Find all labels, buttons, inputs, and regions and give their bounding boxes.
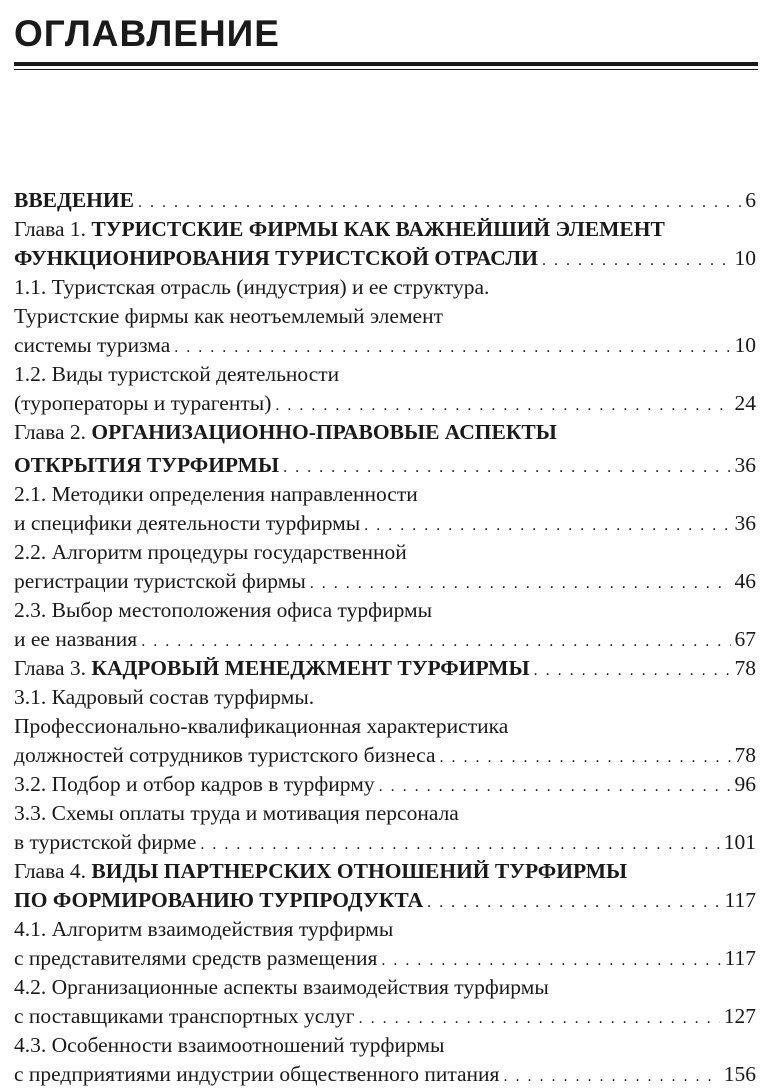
- toc-entry[interactable]: [14, 915, 756, 973]
- toc-entry-text: [14, 654, 530, 683]
- toc-entry[interactable]: [14, 360, 756, 418]
- toc-entry-line: [14, 1002, 756, 1031]
- dot-leader: [138, 188, 741, 215]
- page-number: 36: [734, 511, 756, 535]
- section-title: и специфики деятельности турфирмы: [14, 511, 361, 535]
- toc-entry-line: [14, 683, 756, 712]
- section-title: с предприятиями индустрии общественного питания: [14, 1062, 500, 1086]
- dot-leader: [141, 627, 730, 654]
- toc-entry-text: [14, 1033, 444, 1057]
- toc-entry-text: [14, 714, 508, 738]
- toc-entry-line: [14, 828, 756, 857]
- toc-entry-line: [14, 857, 756, 886]
- toc-entry-text: [14, 244, 538, 273]
- toc-entry-line: [14, 509, 756, 538]
- toc-entry-line: [14, 186, 756, 215]
- toc-entry-line: [14, 1060, 756, 1089]
- toc-entry-line: [14, 567, 756, 596]
- dot-leader: [503, 1062, 719, 1089]
- toc-entry-text: [14, 625, 137, 654]
- dot-leader: [200, 830, 719, 857]
- toc-entry-line: [14, 1031, 756, 1060]
- page-number: 156: [723, 1062, 756, 1086]
- toc-entry-text: [14, 389, 271, 418]
- toc-entry-line: [14, 915, 756, 944]
- page-number: 96: [734, 772, 756, 796]
- toc-entry-line: [14, 244, 756, 273]
- toc-entry-line: [14, 944, 756, 973]
- dot-leader: [364, 511, 730, 538]
- toc-entry-text: [14, 944, 377, 973]
- toc-entry-line: [14, 596, 756, 625]
- toc-entry-line: [14, 480, 756, 509]
- toc-entry-text: [14, 420, 557, 444]
- dot-leader: [534, 656, 731, 683]
- toc-entry-line: [14, 302, 756, 331]
- page-number: 10: [734, 246, 756, 270]
- toc-entry-text: [14, 685, 314, 709]
- page-number: 78: [734, 656, 756, 680]
- toc-entry-text: [14, 828, 196, 857]
- page-number: 127: [723, 1004, 756, 1028]
- page-number: 67: [734, 627, 756, 651]
- toc-entry[interactable]: [14, 538, 756, 596]
- toc-entry-text: [14, 482, 418, 506]
- chapter-prefix: Глава 4.: [14, 859, 92, 883]
- toc-entry[interactable]: [14, 654, 756, 683]
- chapter-title: ОТКРЫТИЯ ТУРФИРМЫ: [14, 453, 280, 477]
- toc-entry-line: [14, 418, 756, 447]
- toc-entry-line: [14, 799, 756, 828]
- toc-entry-line: [14, 770, 756, 799]
- chapter-title: ВИДЫ ПАРТНЕРСКИХ ОТНОШЕНИЙ ТУРФИРМЫ: [91, 859, 628, 883]
- section-title: 4.2. Организационные аспекты взаимодействия турфирмы: [14, 975, 549, 999]
- dot-leader: [440, 743, 731, 770]
- toc-entry-text: [14, 801, 459, 825]
- toc-entry-text: [14, 567, 306, 596]
- page-title: ОГЛАВЛЕНИЕ: [14, 13, 280, 54]
- toc-entry-line: [14, 360, 756, 389]
- chapter-title: ТУРИСТСКИЕ ФИРМЫ КАК ВАЖНЕЙШИЙ ЭЛЕМЕНТ: [91, 217, 665, 241]
- toc-entry-text: [14, 598, 432, 622]
- toc-entry[interactable]: [14, 799, 756, 857]
- page-number: 36: [734, 453, 756, 477]
- toc-entry-text: [14, 770, 375, 799]
- toc-entry-text: [14, 741, 436, 770]
- toc-entry-text: [14, 1060, 499, 1089]
- toc-entry[interactable]: [14, 418, 756, 480]
- section-title: с поставщиками транспортных услуг: [14, 1004, 355, 1028]
- chapter-title: ВВЕДЕНИЕ: [14, 188, 134, 212]
- toc-entry-text: [14, 859, 627, 883]
- page-number: 6: [745, 188, 756, 212]
- page-number: 46: [734, 569, 756, 593]
- toc-entry-text: [14, 540, 407, 564]
- title-rule-thin: [14, 69, 758, 70]
- toc-entry-line: [14, 538, 756, 567]
- toc-entry[interactable]: [14, 770, 756, 799]
- dot-leader: [310, 569, 731, 596]
- dot-leader: [542, 246, 730, 273]
- toc-entry-text: [14, 1002, 355, 1031]
- toc-entry-text: [14, 362, 339, 386]
- section-title: 2.1. Методики определения направленности: [14, 482, 418, 506]
- toc-entry[interactable]: [14, 273, 756, 360]
- toc-entry-text: [14, 917, 393, 941]
- dot-leader: [359, 1004, 720, 1031]
- toc-entry-text: [14, 509, 360, 538]
- page-number: 78: [734, 743, 756, 767]
- toc-entry-line: [14, 973, 756, 1002]
- toc-entry-line: [14, 389, 756, 418]
- section-title: регистрации туристской фирмы: [14, 569, 306, 593]
- page-number: 101: [723, 830, 756, 854]
- toc-entry-line: [14, 886, 756, 915]
- section-title: в туристской фирме: [14, 830, 197, 854]
- section-title: 4.1. Алгоритм взаимодействия турфирмы: [14, 917, 394, 941]
- section-title: системы туризма: [14, 333, 171, 357]
- section-title: должностей сотрудников туристского бизнеса: [14, 743, 436, 767]
- chapter-title: КАДРОВЫЙ МЕНЕДЖМЕНТ ТУРФИРМЫ: [91, 656, 530, 680]
- page-number: 10: [734, 333, 756, 357]
- toc-entry-line: [14, 712, 756, 741]
- section-title: и ее названия: [14, 627, 138, 651]
- dot-leader: [427, 888, 720, 915]
- toc-entry-text: [14, 331, 170, 360]
- toc-entry-line: [14, 451, 756, 480]
- toc-entry-line: [14, 741, 756, 770]
- chapter-title: ПО ФОРМИРОВАНИЮ ТУРПРОДУКТА: [14, 888, 424, 912]
- toc-entry[interactable]: [14, 596, 756, 654]
- section-title: 3.3. Схемы оплаты труда и мотивация персонала: [14, 801, 459, 825]
- section-title: 2.3. Выбор местоположения офиса турфирмы: [14, 598, 433, 622]
- section-title: (туроператоры и турагенты): [14, 391, 272, 415]
- chapter-prefix: Глава 3.: [14, 656, 92, 680]
- section-title: Туристские фирмы как неотъемлемый элемент: [14, 304, 443, 328]
- toc-entry[interactable]: [14, 186, 756, 215]
- section-title: 3.2. Подбор и отбор кадров в турфирму: [14, 772, 375, 796]
- toc-entry[interactable]: [14, 973, 756, 1031]
- section-title: 4.3. Особенности взаимоотношений турфирмы: [14, 1033, 445, 1057]
- toc-entry-text: [14, 886, 423, 915]
- section-title: Профессионально-квалификационная характеристика: [14, 714, 509, 738]
- toc-entry-text: [14, 975, 549, 999]
- section-title: 1.2. Виды туристской деятельности: [14, 362, 340, 386]
- toc-entry-text: [14, 186, 134, 215]
- table-of-contents: [14, 186, 756, 1089]
- section-title: 1.1. Туристская отрасль (индустрия) и ее структура.: [14, 275, 490, 299]
- toc-entry-text: [14, 451, 279, 480]
- toc-entry-line: [14, 331, 756, 360]
- section-title: с представителями средств размещения: [14, 946, 378, 970]
- toc-entry-line: [14, 215, 756, 244]
- page-number: 24: [734, 391, 756, 415]
- toc-entry[interactable]: [14, 480, 756, 538]
- toc-entry-text: [14, 217, 665, 241]
- toc-entry-text: [14, 275, 489, 299]
- dot-leader: [381, 946, 720, 973]
- page-number: 117: [724, 946, 756, 970]
- toc-entry-line: [14, 625, 756, 654]
- toc-entry[interactable]: [14, 683, 756, 770]
- title-rule: [14, 62, 758, 66]
- toc-entry-text: [14, 304, 443, 328]
- toc-entry[interactable]: [14, 1031, 756, 1089]
- section-title: 2.2. Алгоритм процедуры государственной: [14, 540, 407, 564]
- dot-leader: [174, 333, 730, 360]
- dot-leader: [379, 772, 731, 799]
- chapter-prefix: Глава 1.: [14, 217, 92, 241]
- chapter-prefix: Глава 2.: [14, 420, 92, 444]
- chapter-title: ОРГАНИЗАЦИОННО-ПРАВОВЫЕ АСПЕКТЫ: [91, 420, 557, 444]
- toc-entry[interactable]: [14, 215, 756, 273]
- section-title: 3.1. Кадровый состав турфирмы.: [14, 685, 315, 709]
- chapter-title: ФУНКЦИОНИРОВАНИЯ ТУРИСТСКОЙ ОТРАСЛИ: [14, 246, 539, 270]
- dot-leader: [275, 391, 730, 418]
- toc-entry-line: [14, 273, 756, 302]
- page-number: 117: [724, 888, 756, 912]
- toc-entry[interactable]: [14, 857, 756, 915]
- dot-leader: [283, 453, 730, 480]
- page-header: [14, 0, 758, 70]
- toc-entry-line: [14, 654, 756, 683]
